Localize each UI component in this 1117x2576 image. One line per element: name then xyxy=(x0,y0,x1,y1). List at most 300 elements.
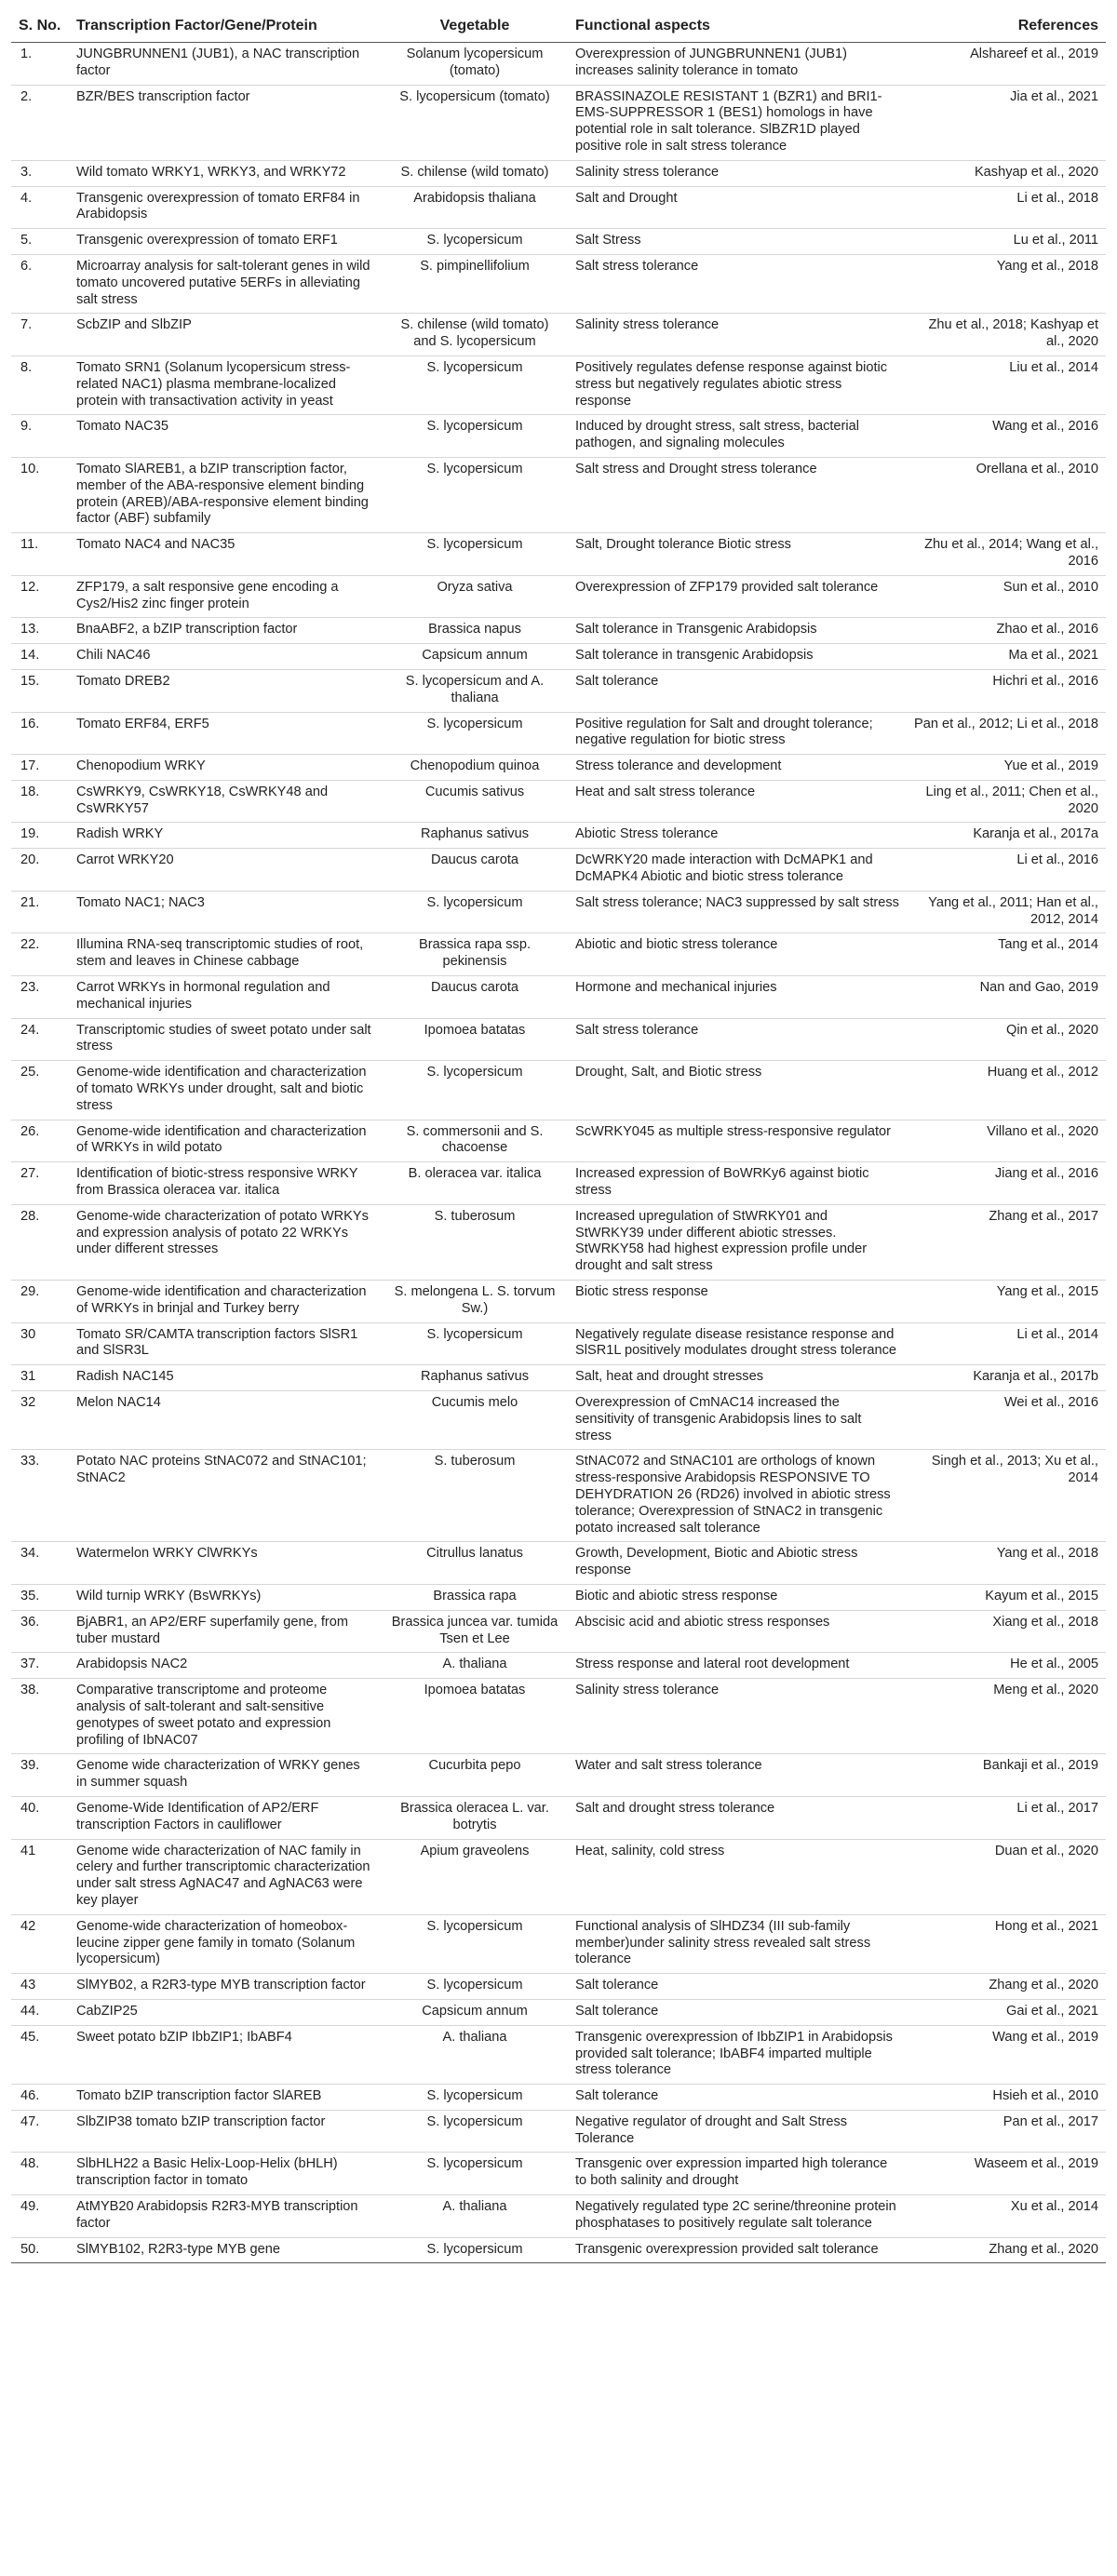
cell-functional-aspects: Heat, salinity, cold stress xyxy=(568,1839,907,1914)
cell-sno: 6. xyxy=(11,254,69,313)
cell-functional-aspects: Salinity stress tolerance xyxy=(568,314,907,356)
cell-sno: 48. xyxy=(11,2153,69,2195)
table-row xyxy=(11,1999,1106,2025)
cell-factor: Carrot WRKYs in hormonal regulation and mechanical injuries xyxy=(69,976,382,1019)
cell-reference: Hichri et al., 2016 xyxy=(907,669,1106,712)
cell-reference: Ma et al., 2021 xyxy=(907,644,1106,670)
cell-factor: ZFP179, a salt responsive gene encoding a Cys2/His2 zinc finger protein xyxy=(69,575,382,618)
cell-functional-aspects: Abiotic and biotic stress tolerance xyxy=(568,933,907,976)
cell-functional-aspects: Salt Stress xyxy=(568,229,907,255)
cell-functional-aspects: Induced by drought stress, salt stress, bacterial pathogen, and signaling molecules xyxy=(568,415,907,458)
cell-vegetable: Cucumis melo xyxy=(382,1391,568,1450)
cell-functional-aspects: Stress response and lateral root development xyxy=(568,1653,907,1679)
cell-functional-aspects: Abscisic acid and abiotic stress responses xyxy=(568,1610,907,1653)
cell-vegetable: Cucumis sativus xyxy=(382,780,568,823)
cell-factor: Potato NAC proteins StNAC072 and StNAC101; StNAC2 xyxy=(69,1450,382,1542)
cell-reference: Zhu et al., 2014; Wang et al., 2016 xyxy=(907,533,1106,576)
cell-sno: 39. xyxy=(11,1754,69,1797)
cell-sno: 26. xyxy=(11,1120,69,1162)
cell-vegetable: S. lycopersicum xyxy=(382,533,568,576)
cell-sno: 1. xyxy=(11,43,69,86)
table-row xyxy=(11,823,1106,849)
cell-factor: Genome-wide identification and characterization of tomato WRKYs under drought, salt and biotic stress xyxy=(69,1061,382,1120)
table-row xyxy=(11,1796,1106,1839)
table-row xyxy=(11,1018,1106,1061)
cell-factor: Transgenic overexpression of tomato ERF1 xyxy=(69,229,382,255)
cell-factor: Genome wide characterization of NAC family in celery and further transcriptomic characterization under salt stress AgNAC47 and AgNAC63 were key player xyxy=(69,1839,382,1914)
cell-vegetable: S. lycopersicum xyxy=(382,1974,568,2000)
cell-vegetable: Brassica napus xyxy=(382,618,568,644)
cell-factor: Illumina RNA-seq transcriptomic studies of root, stem and leaves in Chinese cabbage xyxy=(69,933,382,976)
table-row xyxy=(11,755,1106,781)
cell-functional-aspects: Overexpression of ZFP179 provided salt tolerance xyxy=(568,575,907,618)
cell-functional-aspects: Salt stress tolerance xyxy=(568,1018,907,1061)
header-references: References xyxy=(907,13,1106,43)
cell-vegetable: S. tuberosum xyxy=(382,1204,568,1280)
cell-reference: Karanja et al., 2017a xyxy=(907,823,1106,849)
cell-sno: 9. xyxy=(11,415,69,458)
table-row xyxy=(11,2085,1106,2111)
cell-factor: Radish WRKY xyxy=(69,823,382,849)
cell-reference: Karanja et al., 2017b xyxy=(907,1365,1106,1391)
cell-reference: Ling et al., 2011; Chen et al., 2020 xyxy=(907,780,1106,823)
cell-reference: Li et al., 2018 xyxy=(907,186,1106,229)
cell-functional-aspects: Growth, Development, Biotic and Abiotic stress response xyxy=(568,1542,907,1585)
cell-vegetable: Chenopodium quinoa xyxy=(382,755,568,781)
cell-functional-aspects: Salt and drought stress tolerance xyxy=(568,1796,907,1839)
cell-factor: Tomato SlAREB1, a bZIP transcription factor, member of the ABA-responsive element binding protein (AREB)/ABA-responsive element binding factor (ABF) subfamily xyxy=(69,457,382,532)
cell-functional-aspects: Overexpression of CmNAC14 increased the sensitivity of transgenic Arabidopsis lines to salt stress xyxy=(568,1391,907,1450)
header-row xyxy=(11,13,1106,43)
cell-factor: Tomato SRN1 (Solanum lycopersicum stress-related NAC1) plasma membrane-localized protein with transactivation activity in yeast xyxy=(69,356,382,414)
cell-vegetable: S. lycopersicum xyxy=(382,1322,568,1365)
cell-sno: 29. xyxy=(11,1281,69,1323)
cell-sno: 50. xyxy=(11,2237,69,2263)
cell-vegetable: Cucurbita pepo xyxy=(382,1754,568,1797)
cell-vegetable: Brassica oleracea L. var. botrytis xyxy=(382,1796,568,1839)
table-row xyxy=(11,575,1106,618)
table-row xyxy=(11,1322,1106,1365)
cell-vegetable: Ipomoea batatas xyxy=(382,1018,568,1061)
table-row xyxy=(11,1974,1106,2000)
cell-factor: Watermelon WRKY ClWRKYs xyxy=(69,1542,382,1585)
cell-factor: SlMYB02, a R2R3-type MYB transcription factor xyxy=(69,1974,382,2000)
cell-factor: Chenopodium WRKY xyxy=(69,755,382,781)
cell-functional-aspects: Salt, Drought tolerance Biotic stress xyxy=(568,533,907,576)
cell-functional-aspects: Salt tolerance xyxy=(568,669,907,712)
cell-functional-aspects: Salinity stress tolerance xyxy=(568,1679,907,1754)
table-row xyxy=(11,186,1106,229)
cell-sno: 38. xyxy=(11,1679,69,1754)
table-row xyxy=(11,2237,1106,2263)
cell-reference: Yue et al., 2019 xyxy=(907,755,1106,781)
cell-reference: Hong et al., 2021 xyxy=(907,1914,1106,1973)
cell-vegetable: S. lycopersicum xyxy=(382,891,568,933)
cell-factor: Tomato ERF84, ERF5 xyxy=(69,712,382,755)
table-header xyxy=(11,13,1106,43)
cell-sno: 15. xyxy=(11,669,69,712)
cell-vegetable: S. lycopersicum and A. thaliana xyxy=(382,669,568,712)
cell-factor: Genome-Wide Identification of AP2/ERF transcription Factors in cauliflower xyxy=(69,1796,382,1839)
cell-reference: Tang et al., 2014 xyxy=(907,933,1106,976)
table-row xyxy=(11,2025,1106,2084)
table-row xyxy=(11,1839,1106,1914)
cell-functional-aspects: Biotic and abiotic stress response xyxy=(568,1584,907,1610)
cell-vegetable: Brassica rapa ssp. pekinensis xyxy=(382,933,568,976)
cell-functional-aspects: ScWRKY045 as multiple stress-responsive regulator xyxy=(568,1120,907,1162)
cell-sno: 47. xyxy=(11,2110,69,2153)
cell-sno: 14. xyxy=(11,644,69,670)
cell-vegetable: A. thaliana xyxy=(382,1653,568,1679)
cell-reference: Li et al., 2016 xyxy=(907,849,1106,892)
cell-vegetable: Brassica rapa xyxy=(382,1584,568,1610)
cell-factor: Genome-wide characterization of homeobox-leucine zipper gene family in tomato (Solanum lycopersicum) xyxy=(69,1914,382,1973)
cell-reference: Bankaji et al., 2019 xyxy=(907,1754,1106,1797)
cell-sno: 7. xyxy=(11,314,69,356)
cell-functional-aspects: Salt tolerance xyxy=(568,1999,907,2025)
cell-functional-aspects: Stress tolerance and development xyxy=(568,755,907,781)
cell-vegetable: Apium graveolens xyxy=(382,1839,568,1914)
cell-reference: Zhang et al., 2017 xyxy=(907,1204,1106,1280)
cell-reference: Hsieh et al., 2010 xyxy=(907,2085,1106,2111)
cell-vegetable: Raphanus sativus xyxy=(382,1365,568,1391)
cell-reference: Orellana et al., 2010 xyxy=(907,457,1106,532)
cell-factor: Transcriptomic studies of sweet potato under salt stress xyxy=(69,1018,382,1061)
cell-sno: 49. xyxy=(11,2195,69,2238)
cell-vegetable: Capsicum annum xyxy=(382,644,568,670)
cell-vegetable: Arabidopsis thaliana xyxy=(382,186,568,229)
cell-vegetable: S. lycopersicum xyxy=(382,415,568,458)
cell-sno: 27. xyxy=(11,1162,69,1205)
cell-reference: Yang et al., 2011; Han et al., 2012, 2014 xyxy=(907,891,1106,933)
cell-vegetable: B. oleracea var. italica xyxy=(382,1162,568,1205)
header-sno: S. No. xyxy=(11,13,69,43)
cell-reference: Meng et al., 2020 xyxy=(907,1679,1106,1754)
cell-sno: 22. xyxy=(11,933,69,976)
cell-functional-aspects: Transgenic overexpression provided salt tolerance xyxy=(568,2237,907,2263)
cell-sno: 18. xyxy=(11,780,69,823)
table-row xyxy=(11,1391,1106,1450)
cell-sno: 13. xyxy=(11,618,69,644)
cell-functional-aspects: BRASSINAZOLE RESISTANT 1 (BZR1) and BRI1-EMS-SUPPRESSOR 1 (BES1) homologs in have potential role in salt tolerance. SlBZR1D played positive role in salt stress tolerance xyxy=(568,85,907,160)
cell-sno: 16. xyxy=(11,712,69,755)
cell-functional-aspects: Salt tolerance in transgenic Arabidopsis xyxy=(568,644,907,670)
table-row xyxy=(11,1204,1106,1280)
cell-reference: Qin et al., 2020 xyxy=(907,1018,1106,1061)
cell-functional-aspects: Salt tolerance xyxy=(568,1974,907,2000)
cell-factor: SlbHLH22 a Basic Helix-Loop-Helix (bHLH) transcription factor in tomato xyxy=(69,2153,382,2195)
cell-factor: Microarray analysis for salt-tolerant genes in wild tomato uncovered putative 5ERFs in alleviating salt stress xyxy=(69,254,382,313)
table-row xyxy=(11,1365,1106,1391)
table-row xyxy=(11,229,1106,255)
table-row xyxy=(11,849,1106,892)
cell-vegetable: Raphanus sativus xyxy=(382,823,568,849)
cell-reference: Singh et al., 2013; Xu et al., 2014 xyxy=(907,1450,1106,1542)
cell-factor: CsWRKY9, CsWRKY18, CsWRKY48 and CsWRKY57 xyxy=(69,780,382,823)
cell-sno: 23. xyxy=(11,976,69,1019)
table-row xyxy=(11,1754,1106,1797)
table-row xyxy=(11,2195,1106,2238)
cell-functional-aspects: Salt tolerance in Transgenic Arabidopsis xyxy=(568,618,907,644)
cell-vegetable: S. chilense (wild tomato) and S. lycopersicum xyxy=(382,314,568,356)
cell-sno: 11. xyxy=(11,533,69,576)
header-functional: Functional aspects xyxy=(568,13,907,43)
cell-functional-aspects: Drought, Salt, and Biotic stress xyxy=(568,1061,907,1120)
table-row xyxy=(11,1610,1106,1653)
table-row xyxy=(11,314,1106,356)
table-row xyxy=(11,669,1106,712)
cell-factor: AtMYB20 Arabidopsis R2R3-MYB transcription factor xyxy=(69,2195,382,2238)
cell-reference: Xiang et al., 2018 xyxy=(907,1610,1106,1653)
cell-vegetable: S. lycopersicum xyxy=(382,2153,568,2195)
cell-factor: BZR/BES transcription factor xyxy=(69,85,382,160)
cell-sno: 37. xyxy=(11,1653,69,1679)
cell-functional-aspects: StNAC072 and StNAC101 are orthologs of known stress-responsive Arabidopsis RESPONSIVE TO DEHYDRATION 26 (RD26) involved in abiotic stress tolerance; Overexpression of StNAC2 in transgenic potato increased salt tolerance xyxy=(568,1450,907,1542)
cell-sno: 36. xyxy=(11,1610,69,1653)
cell-reference: Kayum et al., 2015 xyxy=(907,1584,1106,1610)
table-row xyxy=(11,1120,1106,1162)
cell-sno: 2. xyxy=(11,85,69,160)
cell-factor: BnaABF2, a bZIP transcription factor xyxy=(69,618,382,644)
cell-reference: Yang et al., 2018 xyxy=(907,1542,1106,1585)
cell-factor: Genome-wide identification and characterization of WRKYs in brinjal and Turkey berry xyxy=(69,1281,382,1323)
cell-sno: 17. xyxy=(11,755,69,781)
cell-factor: BjABR1, an AP2/ERF superfamily gene, from tuber mustard xyxy=(69,1610,382,1653)
cell-functional-aspects: Salt stress and Drought stress tolerance xyxy=(568,457,907,532)
table-row xyxy=(11,356,1106,414)
cell-reference: Wang et al., 2016 xyxy=(907,415,1106,458)
table-row xyxy=(11,933,1106,976)
cell-vegetable: S. lycopersicum xyxy=(382,712,568,755)
cell-vegetable: S. commersonii and S. chacoense xyxy=(382,1120,568,1162)
cell-functional-aspects: Water and salt stress tolerance xyxy=(568,1754,907,1797)
cell-functional-aspects: Biotic stress response xyxy=(568,1281,907,1323)
cell-factor: Radish NAC145 xyxy=(69,1365,382,1391)
cell-reference: Pan et al., 2017 xyxy=(907,2110,1106,2153)
table-row xyxy=(11,1450,1106,1542)
cell-reference: Gai et al., 2021 xyxy=(907,1999,1106,2025)
table-row xyxy=(11,1162,1106,1205)
cell-reference: Li et al., 2017 xyxy=(907,1796,1106,1839)
cell-functional-aspects: Salt stress tolerance; NAC3 suppressed by salt stress xyxy=(568,891,907,933)
cell-vegetable: S. lycopersicum xyxy=(382,1061,568,1120)
cell-reference: Jiang et al., 2016 xyxy=(907,1162,1106,1205)
cell-factor: SlMYB102, R2R3-type MYB gene xyxy=(69,2237,382,2263)
cell-sno: 24. xyxy=(11,1018,69,1061)
cell-sno: 42 xyxy=(11,1914,69,1973)
cell-sno: 43 xyxy=(11,1974,69,2000)
header-factor: Transcription Factor/Gene/Protein xyxy=(69,13,382,43)
cell-vegetable: Capsicum annum xyxy=(382,1999,568,2025)
cell-vegetable: S. pimpinellifolium xyxy=(382,254,568,313)
cell-factor: JUNGBRUNNEN1 (JUB1), a NAC transcription factor xyxy=(69,43,382,86)
table-row xyxy=(11,1281,1106,1323)
table-row xyxy=(11,618,1106,644)
cell-sno: 46. xyxy=(11,2085,69,2111)
cell-factor: Genome wide characterization of WRKY genes in summer squash xyxy=(69,1754,382,1797)
cell-factor: Transgenic overexpression of tomato ERF84 in Arabidopsis xyxy=(69,186,382,229)
cell-vegetable: S. lycopersicum xyxy=(382,229,568,255)
cell-functional-aspects: Negative regulator of drought and Salt Stress Tolerance xyxy=(568,2110,907,2153)
cell-factor: Genome-wide characterization of potato WRKYs and expression analysis of potato 22 WRKYs under different stresses xyxy=(69,1204,382,1280)
cell-sno: 34. xyxy=(11,1542,69,1585)
cell-functional-aspects: Salt stress tolerance xyxy=(568,254,907,313)
cell-functional-aspects: Salt, heat and drought stresses xyxy=(568,1365,907,1391)
table-row xyxy=(11,415,1106,458)
cell-sno: 5. xyxy=(11,229,69,255)
cell-reference: Yang et al., 2015 xyxy=(907,1281,1106,1323)
cell-sno: 25. xyxy=(11,1061,69,1120)
header-vegetable: Vegetable xyxy=(382,13,568,43)
cell-functional-aspects: Salt tolerance xyxy=(568,2085,907,2111)
cell-factor: Tomato NAC4 and NAC35 xyxy=(69,533,382,576)
cell-vegetable: Daucus carota xyxy=(382,849,568,892)
cell-reference: Yang et al., 2018 xyxy=(907,254,1106,313)
table-row xyxy=(11,85,1106,160)
cell-functional-aspects: Positive regulation for Salt and drought tolerance; negative regulation for biotic stress xyxy=(568,712,907,755)
table-row xyxy=(11,712,1106,755)
cell-vegetable: Solanum lycopersicum (tomato) xyxy=(382,43,568,86)
table-row xyxy=(11,1584,1106,1610)
cell-vegetable: A. thaliana xyxy=(382,2025,568,2084)
cell-factor: Carrot WRKY20 xyxy=(69,849,382,892)
cell-vegetable: S. lycopersicum xyxy=(382,2085,568,2111)
cell-sno: 10. xyxy=(11,457,69,532)
cell-sno: 32 xyxy=(11,1391,69,1450)
cell-functional-aspects: Salt and Drought xyxy=(568,186,907,229)
cell-vegetable: S. lycopersicum (tomato) xyxy=(382,85,568,160)
cell-sno: 33. xyxy=(11,1450,69,1542)
cell-sno: 3. xyxy=(11,160,69,186)
cell-sno: 20. xyxy=(11,849,69,892)
cell-factor: Genome-wide identification and characterization of WRKYs in wild potato xyxy=(69,1120,382,1162)
cell-reference: Zhu et al., 2018; Kashyap et al., 2020 xyxy=(907,314,1106,356)
cell-vegetable: S. lycopersicum xyxy=(382,457,568,532)
cell-functional-aspects: Positively regulates defense response against biotic stress but negatively regulates abiotic stress response xyxy=(568,356,907,414)
cell-reference: He et al., 2005 xyxy=(907,1653,1106,1679)
table-row xyxy=(11,1542,1106,1585)
cell-vegetable: Ipomoea batatas xyxy=(382,1679,568,1754)
cell-factor: ScbZIP and SlbZIP xyxy=(69,314,382,356)
cell-reference: Duan et al., 2020 xyxy=(907,1839,1106,1914)
cell-reference: Huang et al., 2012 xyxy=(907,1061,1106,1120)
cell-functional-aspects: Heat and salt stress tolerance xyxy=(568,780,907,823)
cell-factor: Sweet potato bZIP IbbZIP1; IbABF4 xyxy=(69,2025,382,2084)
cell-sno: 21. xyxy=(11,891,69,933)
cell-factor: Tomato bZIP transcription factor SlAREB xyxy=(69,2085,382,2111)
cell-vegetable: S. tuberosum xyxy=(382,1450,568,1542)
cell-vegetable: Brassica juncea var. tumida Tsen et Lee xyxy=(382,1610,568,1653)
table-row xyxy=(11,780,1106,823)
cell-sno: 31 xyxy=(11,1365,69,1391)
cell-reference: Nan and Gao, 2019 xyxy=(907,976,1106,1019)
transcription-factor-table xyxy=(11,13,1106,2263)
cell-sno: 35. xyxy=(11,1584,69,1610)
cell-vegetable: S. melongena L. S. torvum Sw.) xyxy=(382,1281,568,1323)
cell-factor: Tomato DREB2 xyxy=(69,669,382,712)
cell-factor: Tomato SR/CAMTA transcription factors SlSR1 and SlSR3L xyxy=(69,1322,382,1365)
cell-sno: 44. xyxy=(11,1999,69,2025)
table-row xyxy=(11,1914,1106,1973)
cell-functional-aspects: Increased upregulation of StWRKY01 and StWRKY39 under different abiotic stresses. StWRKY58 had highest expression profile under drought and salt stress xyxy=(568,1204,907,1280)
cell-sno: 45. xyxy=(11,2025,69,2084)
table-row xyxy=(11,43,1106,86)
cell-functional-aspects: Functional analysis of SlHDZ34 (III sub-family member)under salinity stress revealed salt stress tolerance xyxy=(568,1914,907,1973)
cell-factor: CabZIP25 xyxy=(69,1999,382,2025)
table-row xyxy=(11,160,1106,186)
table-row xyxy=(11,1679,1106,1754)
cell-reference: Villano et al., 2020 xyxy=(907,1120,1106,1162)
cell-functional-aspects: Abiotic Stress tolerance xyxy=(568,823,907,849)
cell-factor: Tomato NAC1; NAC3 xyxy=(69,891,382,933)
cell-vegetable: S. lycopersicum xyxy=(382,356,568,414)
cell-functional-aspects: Transgenic overexpression of IbbZIP1 in Arabidopsis provided salt tolerance; IbABF4 imparted multiple stress tolerance xyxy=(568,2025,907,2084)
table-row xyxy=(11,254,1106,313)
cell-reference: Wei et al., 2016 xyxy=(907,1391,1106,1450)
cell-sno: 12. xyxy=(11,575,69,618)
cell-sno: 8. xyxy=(11,356,69,414)
cell-vegetable: Daucus carota xyxy=(382,976,568,1019)
cell-functional-aspects: Salinity stress tolerance xyxy=(568,160,907,186)
table-row xyxy=(11,1061,1106,1120)
table-row xyxy=(11,644,1106,670)
cell-functional-aspects: Transgenic over expression imparted high tolerance to both salinity and drought xyxy=(568,2153,907,2195)
cell-sno: 28. xyxy=(11,1204,69,1280)
table-row xyxy=(11,891,1106,933)
cell-functional-aspects: Hormone and mechanical injuries xyxy=(568,976,907,1019)
cell-sno: 30 xyxy=(11,1322,69,1365)
cell-functional-aspects: DcWRKY20 made interaction with DcMAPK1 and DcMAPK4 Abiotic and biotic stress tolerance xyxy=(568,849,907,892)
cell-vegetable: Citrullus lanatus xyxy=(382,1542,568,1585)
cell-sno: 4. xyxy=(11,186,69,229)
cell-factor: Chili NAC46 xyxy=(69,644,382,670)
table-row xyxy=(11,533,1106,576)
cell-reference: Zhang et al., 2020 xyxy=(907,2237,1106,2263)
table-row xyxy=(11,1653,1106,1679)
cell-reference: Liu et al., 2014 xyxy=(907,356,1106,414)
cell-factor: Arabidopsis NAC2 xyxy=(69,1653,382,1679)
table-body xyxy=(11,43,1106,2263)
cell-reference: Waseem et al., 2019 xyxy=(907,2153,1106,2195)
table-row xyxy=(11,2110,1106,2153)
cell-factor: Melon NAC14 xyxy=(69,1391,382,1450)
cell-functional-aspects: Overexpression of JUNGBRUNNEN1 (JUB1) increases salinity tolerance in tomato xyxy=(568,43,907,86)
cell-reference: Pan et al., 2012; Li et al., 2018 xyxy=(907,712,1106,755)
cell-vegetable: Oryza sativa xyxy=(382,575,568,618)
cell-reference: Xu et al., 2014 xyxy=(907,2195,1106,2238)
cell-reference: Jia et al., 2021 xyxy=(907,85,1106,160)
cell-reference: Alshareef et al., 2019 xyxy=(907,43,1106,86)
cell-factor: Wild turnip WRKY (BsWRKYs) xyxy=(69,1584,382,1610)
table-row xyxy=(11,457,1106,532)
cell-sno: 40. xyxy=(11,1796,69,1839)
table-row xyxy=(11,976,1106,1019)
cell-vegetable: S. lycopersicum xyxy=(382,2110,568,2153)
cell-factor: Tomato NAC35 xyxy=(69,415,382,458)
cell-reference: Li et al., 2014 xyxy=(907,1322,1106,1365)
cell-vegetable: A. thaliana xyxy=(382,2195,568,2238)
table-row xyxy=(11,2153,1106,2195)
cell-sno: 41 xyxy=(11,1839,69,1914)
cell-reference: Sun et al., 2010 xyxy=(907,575,1106,618)
cell-sno: 19. xyxy=(11,823,69,849)
cell-vegetable: S. lycopersicum xyxy=(382,2237,568,2263)
cell-functional-aspects: Negatively regulate disease resistance response and SlSR1L positively modulates drought stress tolerance xyxy=(568,1322,907,1365)
cell-functional-aspects: Increased expression of BoWRKy6 against biotic stress xyxy=(568,1162,907,1205)
cell-reference: Wang et al., 2019 xyxy=(907,2025,1106,2084)
cell-factor: Identification of biotic-stress responsive WRKY from Brassica oleracea var. italica xyxy=(69,1162,382,1205)
cell-factor: Wild tomato WRKY1, WRKY3, and WRKY72 xyxy=(69,160,382,186)
